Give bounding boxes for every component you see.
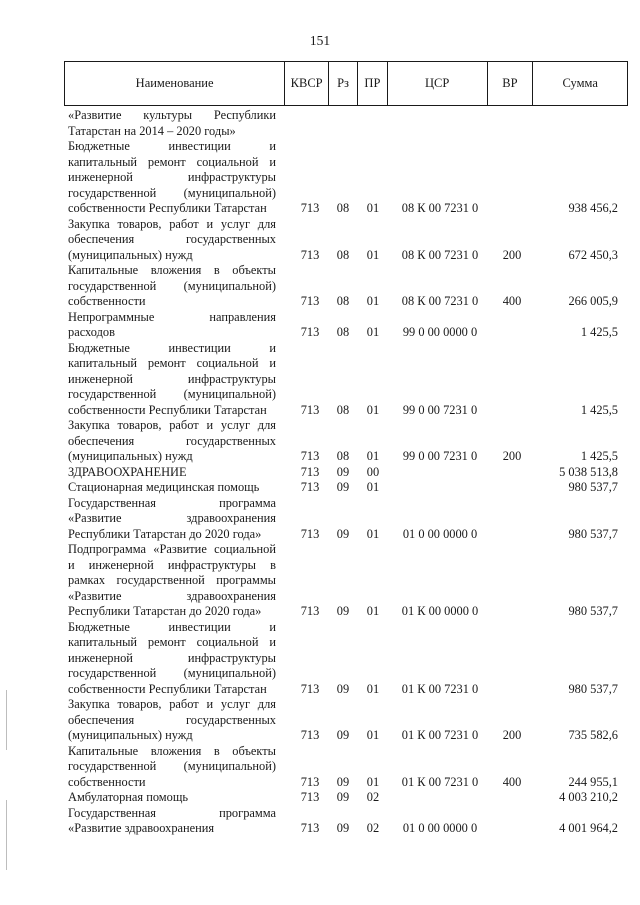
row-name-line: Амбулаторная помощь [68, 790, 189, 804]
row-rz: 09 [336, 480, 350, 494]
row-sum: 1 425,5 [580, 325, 618, 339]
row-name-line: собственности [68, 774, 146, 789]
row-name-line: Бюджетные инвестиции и [68, 619, 276, 634]
row-pr: 01 [366, 526, 380, 541]
row-name [68, 465, 276, 481]
row-rz: 08 [336, 201, 350, 215]
row-sum: 980 537,7 [568, 480, 618, 494]
row-name [68, 341, 276, 419]
table-row [68, 790, 618, 806]
row-rz: 09 [336, 681, 350, 696]
table-body [68, 108, 618, 837]
row-pr: 01 [366, 294, 380, 308]
row-name-line: Государственная программа [68, 495, 276, 510]
table-row [68, 697, 618, 744]
row-pr: 00 [366, 464, 380, 479]
row-sum: 266 005,9 [568, 294, 618, 308]
row-sum: 672 450,3 [568, 247, 618, 262]
row-pr: 01 [366, 681, 380, 696]
column-header-sum: Сумма [532, 62, 627, 105]
row-vr: 400 [502, 294, 522, 308]
row-csr: 08 К 00 7231 0 [401, 247, 479, 262]
row-name [68, 418, 276, 465]
row-name-line: обеспечения государственных [68, 712, 276, 727]
row-name-line: государственной (муниципальной) [68, 278, 276, 293]
row-name-line: «Развитие здравоохранения [68, 821, 215, 835]
row-name-line: Стационарная медицинская помощь [68, 480, 260, 494]
row-name-line: «Развитие культуры Республики [68, 108, 276, 122]
row-kvsr: 713 [300, 449, 320, 463]
row-name-line: рамках государственной программы [68, 573, 276, 587]
table-row [68, 806, 618, 837]
row-name [68, 496, 276, 543]
row-csr: 01 К 00 0000 0 [401, 604, 479, 618]
row-name-line: ЗДРАВООХРАНЕНИЕ [68, 464, 187, 479]
row-kvsr: 713 [300, 728, 320, 742]
row-pr: 01 [366, 402, 380, 417]
row-name-line: Капитальные вложения в объекты [68, 263, 276, 277]
row-name-line: собственности [68, 294, 146, 308]
row-pr: 01 [366, 325, 380, 339]
column-header-csr: ЦСР [387, 62, 487, 105]
row-name-line: расходов [68, 325, 115, 339]
row-sum: 1 425,5 [580, 449, 618, 463]
row-rz: 09 [336, 774, 350, 789]
row-kvsr: 713 [300, 526, 320, 541]
row-kvsr: 713 [300, 247, 320, 262]
row-name-line: собственности Республики Татарстан [68, 402, 267, 417]
row-name-line: обеспечения государственных [68, 433, 276, 448]
row-csr: 01 0 00 0000 0 [402, 526, 478, 541]
row-name-line: капитальный ремонт социальной и [68, 154, 276, 169]
row-kvsr: 713 [300, 464, 320, 479]
column-header-rz: Рз [328, 62, 357, 105]
row-name-line: обеспечения государственных [68, 232, 276, 246]
row-kvsr: 713 [300, 294, 320, 308]
row-name [68, 697, 276, 744]
row-sum: 4 001 964,2 [559, 821, 618, 835]
row-pr: 01 [366, 728, 380, 742]
row-vr: 200 [502, 728, 522, 742]
row-sum: 4 003 210,2 [559, 790, 618, 804]
row-name-line: государственной (муниципальной) [68, 759, 276, 773]
row-rz: 08 [336, 402, 350, 417]
row-name-line: государственной (муниципальной) [68, 387, 276, 401]
column-header-pr: ПР [357, 62, 387, 105]
table-row [68, 744, 618, 791]
column-header-vr: ВР [487, 62, 533, 105]
table-row [68, 263, 618, 310]
row-kvsr: 713 [300, 821, 320, 835]
row-sum: 244 955,1 [568, 774, 618, 789]
page-number: 151 [309, 33, 331, 48]
table-row [68, 418, 618, 465]
row-csr: 01 К 00 7231 0 [401, 774, 479, 789]
row-kvsr: 713 [300, 681, 320, 696]
row-name [68, 139, 276, 217]
row-name [68, 310, 276, 341]
row-name [68, 108, 276, 139]
row-csr: 08 К 00 7231 0 [401, 201, 479, 215]
row-csr: 01 К 00 7231 0 [401, 681, 479, 696]
table-row [68, 341, 618, 419]
row-rz: 09 [336, 790, 350, 804]
column-header-name: Наименование [135, 76, 214, 90]
row-pr: 02 [366, 790, 380, 804]
row-pr: 01 [366, 480, 380, 494]
row-name [68, 263, 276, 310]
row-csr: 01 0 00 0000 0 [402, 821, 478, 835]
row-name [68, 542, 276, 620]
row-pr: 01 [366, 449, 380, 463]
row-sum: 735 582,6 [568, 728, 618, 742]
row-name-line: капитальный ремонт социальной и [68, 356, 276, 370]
scan-edge-mark [6, 690, 7, 750]
row-name-line: инженерной инфраструктуры [68, 170, 276, 184]
table-row [68, 465, 618, 481]
row-name [68, 620, 276, 698]
row-rz: 09 [336, 821, 350, 835]
row-csr: 08 К 00 7231 0 [401, 294, 479, 308]
table-header [64, 61, 628, 106]
row-rz: 08 [336, 449, 350, 463]
table-row [68, 480, 618, 496]
table-row [68, 139, 618, 217]
row-rz: 09 [336, 464, 350, 479]
row-name-line: Капитальные вложения в объекты [68, 743, 276, 758]
row-rz: 09 [336, 604, 350, 618]
row-name-line: инженерной инфраструктуры [68, 650, 276, 665]
row-pr: 02 [366, 821, 380, 835]
row-vr: 200 [502, 449, 522, 463]
table-row [68, 496, 618, 543]
row-rz: 08 [336, 325, 350, 339]
row-name [68, 790, 276, 806]
row-name [68, 480, 276, 496]
row-kvsr: 713 [300, 604, 320, 618]
row-name-line: государственной (муниципальной) [68, 185, 276, 200]
row-kvsr: 713 [300, 201, 320, 215]
column-header-kvsr: КВСР [284, 62, 328, 105]
row-sum: 980 537,7 [568, 681, 618, 696]
row-sum: 938 456,2 [568, 201, 618, 215]
row-name-line: Республики Татарстан до 2020 года» [68, 604, 262, 618]
row-csr: 99 0 00 7231 0 [402, 402, 478, 417]
row-name-line: (муниципальных) нужд [68, 449, 193, 463]
scan-edge-mark [6, 800, 7, 870]
row-name-line: «Развитие здравоохранения [68, 588, 276, 603]
row-name-line: собственности Республики Татарстан [68, 681, 267, 696]
row-name-line: (муниципальных) нужд [68, 728, 193, 742]
row-sum: 980 537,7 [568, 604, 618, 618]
row-kvsr: 713 [300, 774, 320, 789]
row-name-line: Закупка товаров, работ и услуг для [68, 216, 276, 231]
row-name-line: капитальный ремонт социальной и [68, 635, 276, 649]
row-name-line: Республики Татарстан до 2020 года» [68, 526, 262, 541]
row-kvsr: 713 [300, 325, 320, 339]
row-name-line: Татарстан на 2014 – 2020 годы» [68, 123, 236, 138]
table-row [68, 108, 618, 139]
row-name-line: Бюджетные инвестиции и [68, 340, 276, 355]
row-rz: 08 [336, 247, 350, 262]
row-name-line: и инженерной инфраструктуры в [68, 557, 276, 572]
row-rz: 08 [336, 294, 350, 308]
row-kvsr: 713 [300, 480, 320, 494]
row-name [68, 217, 276, 264]
row-name-line: государственной (муниципальной) [68, 666, 276, 680]
row-pr: 01 [366, 247, 380, 262]
row-name-line: Подпрограмма «Развитие социальной [68, 542, 276, 556]
row-name-line: (муниципальных) нужд [68, 247, 193, 262]
row-name-line: Закупка товаров, работ и услуг для [68, 697, 276, 711]
row-rz: 09 [336, 526, 350, 541]
table-row [68, 217, 618, 264]
row-csr: 99 0 00 0000 0 [402, 325, 478, 339]
row-kvsr: 713 [300, 790, 320, 804]
row-kvsr: 713 [300, 402, 320, 417]
table-row [68, 620, 618, 698]
row-vr: 200 [502, 247, 522, 262]
row-name-line: Государственная программа [68, 805, 276, 820]
table-row [68, 310, 618, 341]
row-pr: 01 [366, 201, 380, 215]
row-sum: 1 425,5 [580, 402, 618, 417]
row-name [68, 806, 276, 837]
row-name-line: собственности Республики Татарстан [68, 201, 267, 215]
row-sum: 980 537,7 [568, 526, 618, 541]
row-name [68, 744, 276, 791]
row-name-line: Бюджетные инвестиции и [68, 139, 276, 153]
row-pr: 01 [366, 774, 380, 789]
row-name-line: Закупка товаров, работ и услуг для [68, 418, 276, 432]
row-csr: 01 К 00 7231 0 [401, 728, 479, 742]
row-rz: 09 [336, 728, 350, 742]
row-name-line: «Развитие здравоохранения [68, 511, 276, 525]
row-sum: 5 038 513,8 [559, 464, 618, 479]
table-row [68, 542, 618, 620]
row-name-line: инженерной инфраструктуры [68, 371, 276, 386]
row-vr: 400 [502, 774, 522, 789]
row-name-line: Непрограммные направления [68, 309, 276, 324]
row-pr: 01 [366, 604, 380, 618]
row-csr: 99 0 00 7231 0 [402, 449, 478, 463]
